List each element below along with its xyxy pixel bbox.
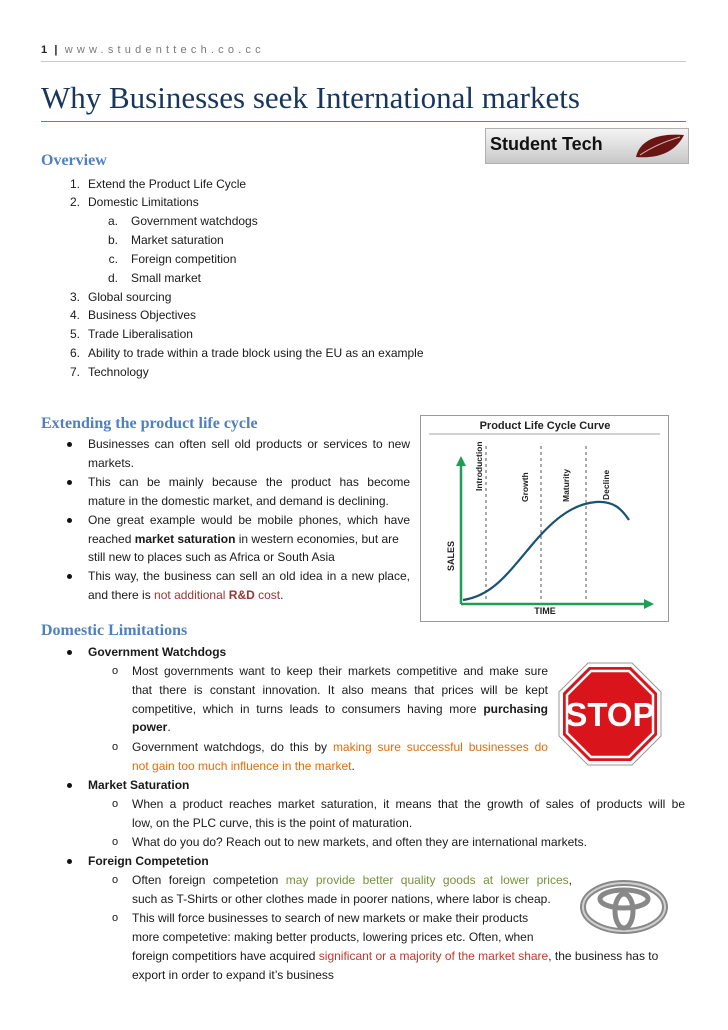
text-bold: purchasing: [483, 702, 548, 716]
plc-ylabel: SALES: [446, 540, 456, 572]
text-run: Often foreign competetion: [132, 873, 286, 887]
bullet-text: [88, 530, 399, 548]
bullet: [67, 783, 72, 788]
bullet: [67, 518, 72, 523]
list-number: 4.: [69, 308, 80, 322]
sub-bullet-text: What do you do? Reach out to new markets, and often they are international markets.: [132, 835, 587, 849]
sub-bullet-text: [132, 871, 572, 889]
bullet-text: mature in the domestic market, and demand is declining.: [88, 494, 389, 508]
list-number: a.: [107, 214, 118, 228]
list-item: Small market: [131, 271, 202, 285]
bullet: [67, 574, 72, 579]
list-item: Business Objectives: [88, 308, 197, 322]
domestic-heading: Domestic Limitations: [41, 622, 188, 639]
list-item: Market saturation: [131, 233, 224, 247]
plc-chart-title: Product Life Cycle Curve: [479, 420, 611, 432]
list-item: Domestic Limitations: [88, 195, 199, 209]
page-title: Why Businesses seek International markets: [41, 80, 580, 115]
page-number: 1: [41, 44, 48, 56]
plc-y-axis: [456, 456, 466, 604]
plc-xlabel: TIME: [534, 606, 556, 616]
list-number: 6.: [69, 346, 80, 360]
stop-text: STOP: [565, 696, 655, 733]
list-item: Ability to trade within a trade block using the EU as an example: [88, 346, 424, 360]
plc-chart: [420, 415, 669, 622]
leaf-icon: [632, 131, 686, 161]
text-run: ,: [568, 873, 572, 887]
page-header: [41, 44, 265, 56]
sub-bullet-text: [132, 947, 658, 965]
text-highlight: making sure successful businesses do: [332, 740, 548, 754]
bullet-text: Businesses can often sell old products or services to new: [88, 437, 410, 451]
text-run: in western economies, but are: [235, 532, 399, 546]
bullet: [67, 480, 72, 485]
sub-bullet-text: [132, 700, 548, 718]
plc-heading: Extending the product life cycle: [41, 415, 258, 432]
text-run: reached: [88, 532, 135, 546]
list-item: Foreign competition: [131, 252, 237, 266]
circle-marker: o: [112, 665, 119, 677]
sub-bullet-text: more competetive: making better products, lowering prices etc. Often, when: [132, 930, 534, 944]
list-number: 5.: [69, 327, 80, 341]
list-item: Technology: [88, 365, 149, 379]
text-bold: market saturation: [134, 532, 236, 546]
text-highlight: not additional: [154, 588, 229, 602]
circle-marker: o: [112, 836, 119, 848]
sub-bullet-text: When a product reaches market saturation, it means that the growth of sales of products will be: [132, 797, 685, 811]
plc-curve: [463, 502, 629, 600]
list-number: d.: [107, 271, 118, 285]
sub-bullet-text: [132, 718, 171, 736]
sub-bullet-text: Most governments want to keep their markets competitive and make sure: [132, 664, 548, 678]
market-saturation-title: Market Saturation: [88, 778, 190, 792]
plc-chart-svg: [421, 416, 668, 621]
student-tech-logo: [485, 128, 689, 164]
sub-bullet-text: This will force businesses to search of new markets or make their products: [132, 911, 529, 925]
header-rule: [41, 61, 686, 62]
text-highlight: significant or a majority of the market share: [318, 949, 549, 963]
circle-marker: o: [112, 741, 119, 753]
list-item: Trade Liberalisation: [88, 327, 193, 341]
logo-text: Student Tech: [490, 134, 603, 154]
text-bold: power: [132, 720, 168, 734]
stage-label: Maturity: [561, 468, 571, 502]
sub-bullet-text: export in order to expand it’s business: [132, 968, 334, 982]
bullet: [67, 442, 72, 447]
bullet-text: This way, the business can sell an old idea in a new place,: [88, 569, 410, 583]
circle-marker: o: [112, 874, 119, 886]
text-highlight: may provide better quality goods at lower prices: [285, 873, 569, 887]
text-run: foreign competitiors have acquired: [132, 949, 319, 963]
list-number: b.: [107, 233, 118, 247]
bullet: [67, 859, 72, 864]
toyota-logo: [580, 880, 668, 934]
gov-watchdogs-title: Government Watchdogs: [88, 645, 227, 659]
text-run: .: [167, 720, 171, 734]
bullet-text: One great example would be mobile phones, which have: [88, 513, 410, 527]
circle-marker: o: [112, 912, 119, 924]
bullet-text: still new to places such as Africa or South Asia: [88, 550, 335, 564]
list-number: 1.: [69, 177, 80, 191]
bullet-text: This can be mainly because the product has become: [88, 475, 410, 489]
list-number: c.: [108, 252, 118, 266]
bullet: [67, 650, 72, 655]
text-run: .: [351, 759, 355, 773]
foreign-competition-title: Foreign Competetion: [88, 854, 209, 868]
text-highlight-bold: R&D: [228, 588, 255, 602]
list-number: 7.: [69, 365, 80, 379]
text-run: .: [280, 588, 284, 602]
text-highlight: not gain too much influence in the market: [132, 759, 352, 773]
text-run: and there is: [88, 588, 155, 602]
overview-heading: Overview: [41, 152, 107, 169]
header-site: www.studenttech.co.cc: [64, 44, 265, 56]
text-run: Government watchdogs, do this by: [132, 740, 333, 754]
list-item: Global sourcing: [88, 290, 172, 304]
list-item: Government watchdogs: [131, 214, 258, 228]
list-number: 2.: [69, 195, 80, 209]
stage-label: Decline: [601, 469, 611, 500]
stop-sign-image: [558, 662, 662, 766]
bullet-text: [88, 586, 283, 604]
sub-bullet-text: [132, 757, 355, 775]
stage-label: Introduction: [474, 441, 484, 491]
plc-x-axis: [461, 599, 654, 609]
circle-marker: o: [112, 798, 119, 810]
sub-bullet-text: [132, 738, 548, 756]
stage-label: Growth: [520, 472, 530, 502]
list-number: 3.: [69, 290, 80, 304]
list-item: Extend the Product Life Cycle: [88, 177, 247, 191]
text-highlight: cost: [254, 588, 281, 602]
sub-bullet-text: low, on the PLC curve, this is the point of maturation.: [132, 816, 413, 830]
title-rule: [41, 121, 686, 122]
header-separator: |: [54, 44, 58, 56]
bullet-text: markets.: [88, 456, 135, 470]
text-run: , the business has to: [548, 949, 659, 963]
text-run: competitive, which in turns leads to consumers having more: [132, 702, 484, 716]
sub-bullet-text: that there is constant innovation. It also means that prices will be kept: [132, 683, 548, 697]
sub-bullet-text: such as T-Shirts or other clothes made in poorer nations, where labor is cheap.: [132, 892, 551, 906]
